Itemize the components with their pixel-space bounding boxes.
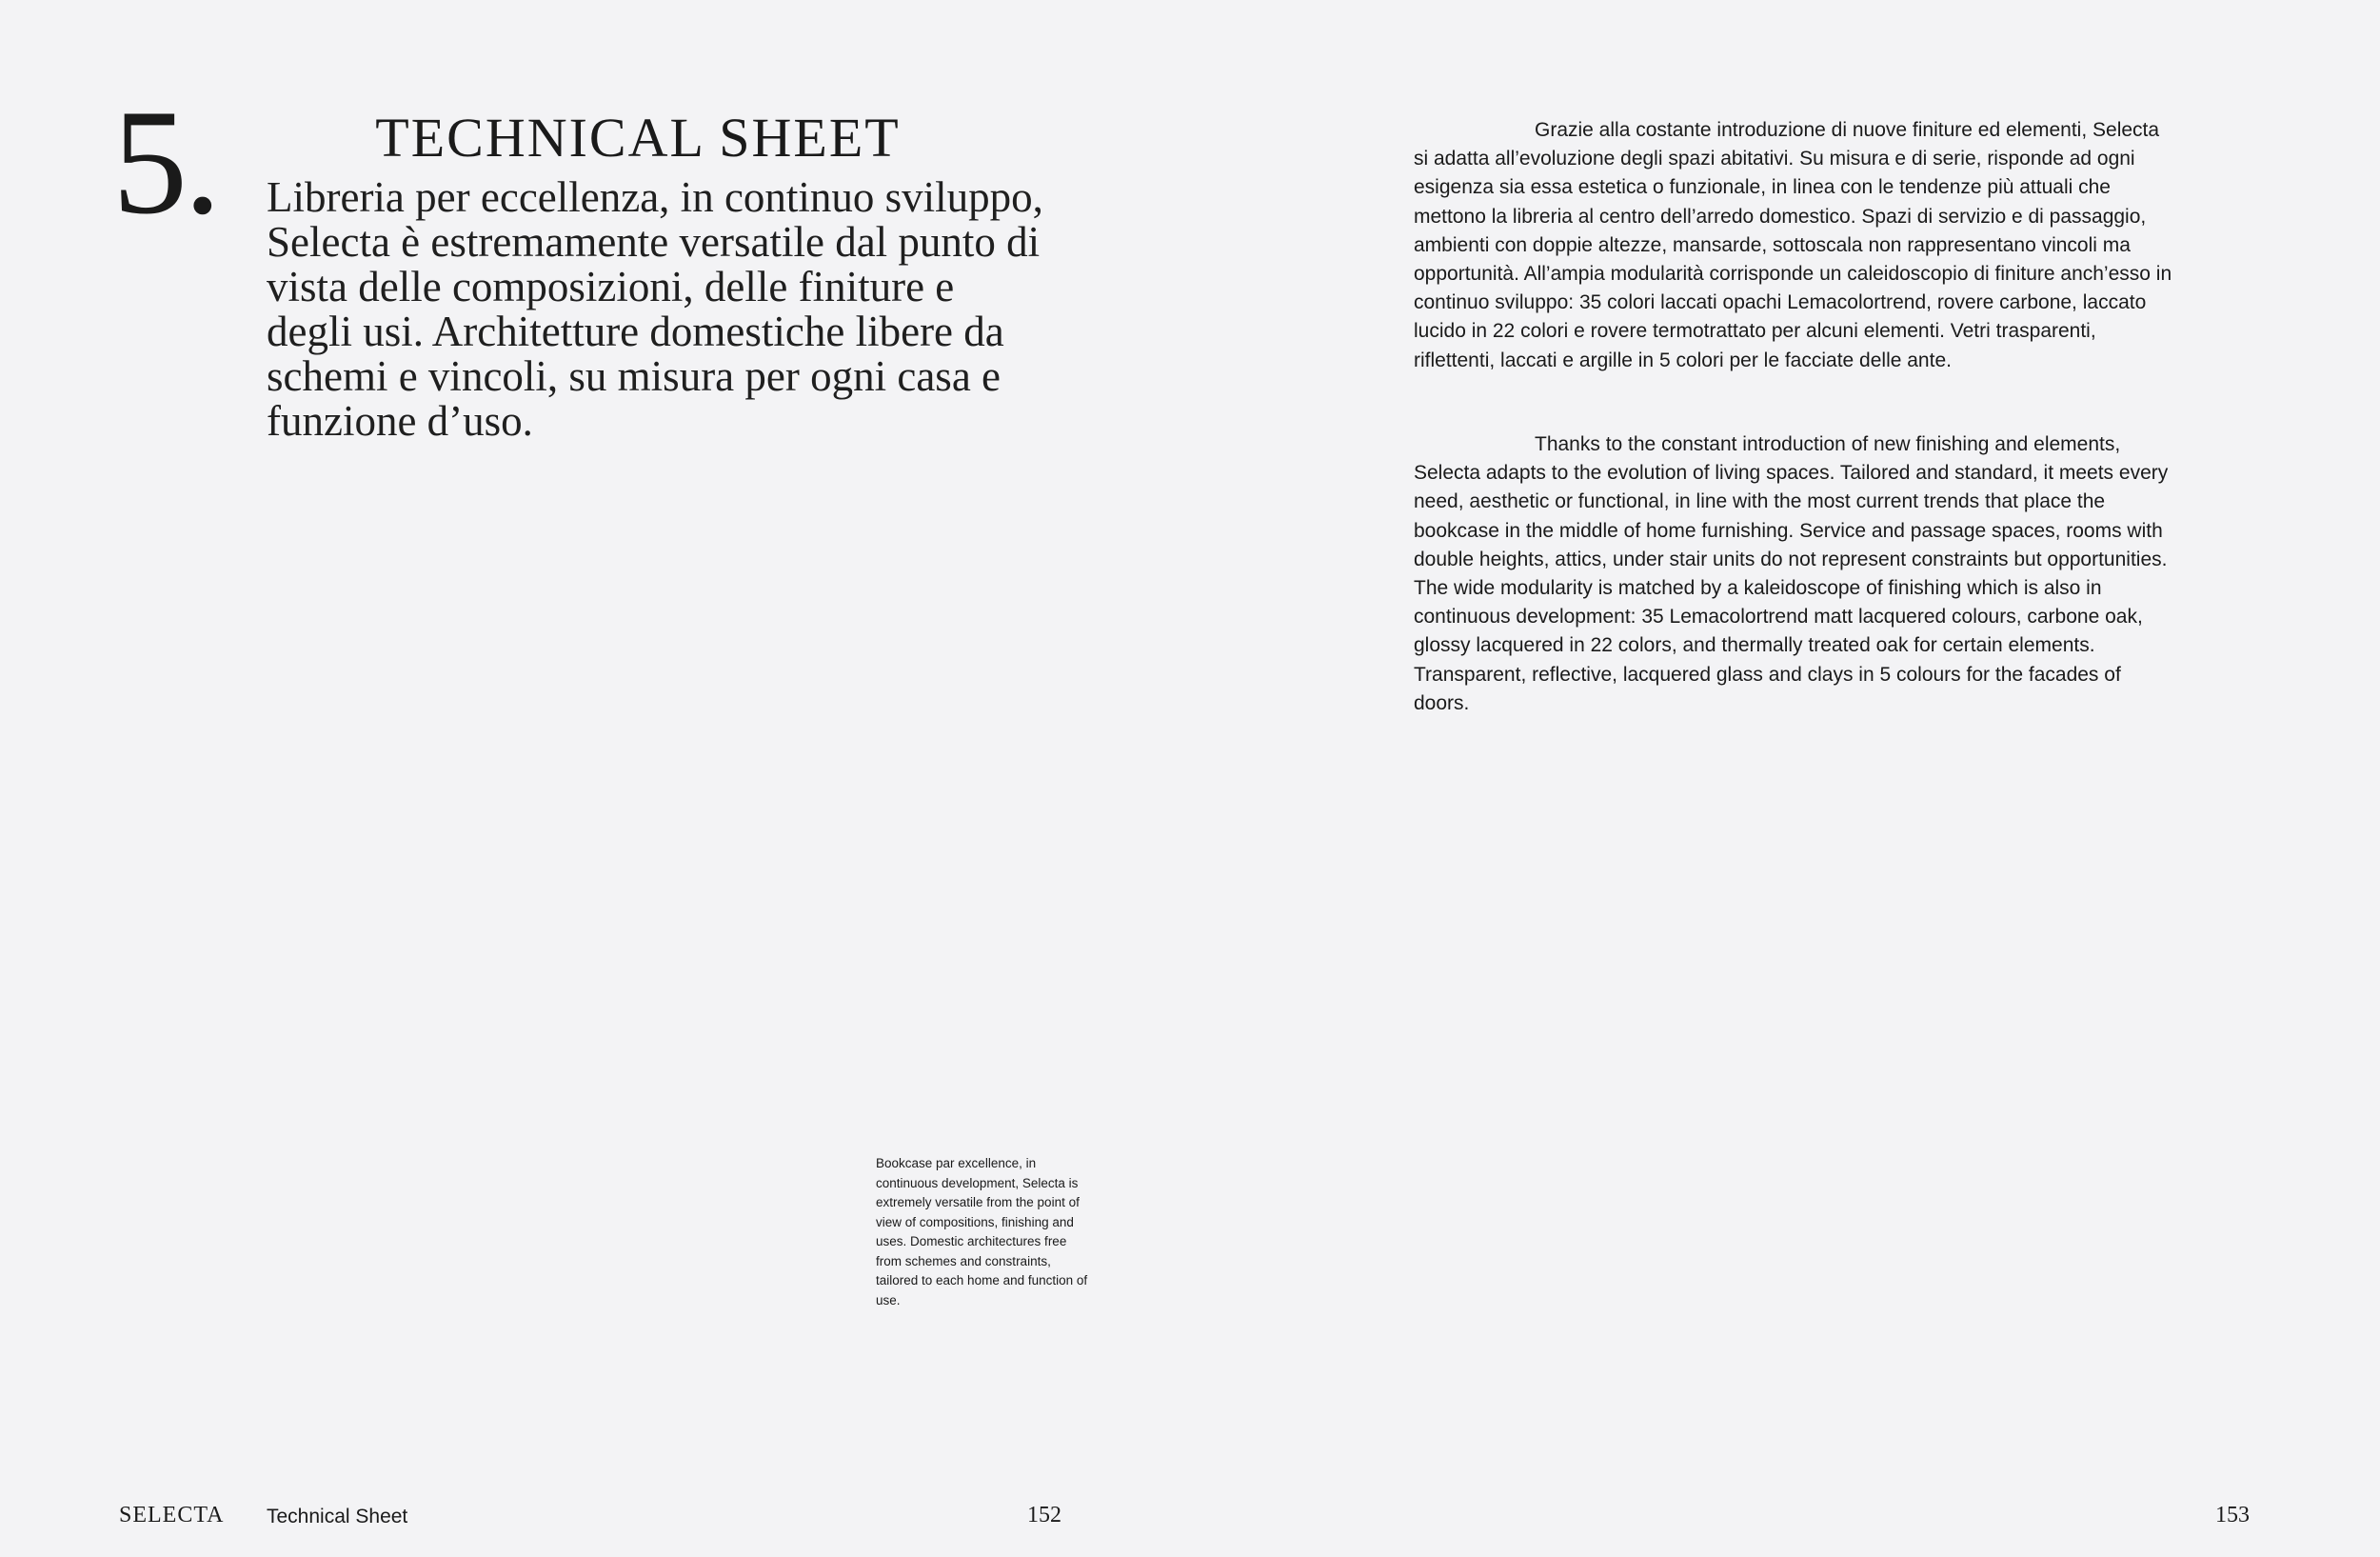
- caption-text: Bookcase par excellence, in continuous development, Selecta is extremely versatile from the point of view of compositions, finishing and uses. Domestic architectures free from schemes and constraints, tailored to each home and function of use.: [876, 1156, 1088, 1307]
- section-title: TECHNICAL SHEET: [375, 107, 901, 169]
- body-paragraph-italian: Grazie alla costante introduzione di nuove finiture ed elementi, Selecta si adatta all’evoluzione degli spazi abitativi. Su misura e di serie, risponde ad ogni esigenza sia essa estetica o funzionale, in linea con le tendenze più attuali che mettono la libreria al centro dell’arredo domestico. Spazi di servizio e di passaggio, ambienti con doppie altezze, mansarde, sottoscala non rappresentano vincoli ma opportunità. All’ampia modularità corrisponde un caleidoscopio di finiture anch’esso in continuo sviluppo: 35 colori laccati opachi Lemacolortrend, rovere carbone, laccato lucido in 22 colori e rovere termotrattato per alcuni elementi. Vetri trasparenti, riflettenti, laccati e argille in 5 colori per le facciate delle ante.: [1414, 119, 2172, 371]
- body-paragraph-english: Thanks to the constant introduction of new finishing and elements, Selecta adapts to the evolution of living spaces. Tailored and standard, it meets every need, aesthetic or functional, in line with the most current trends that place the bookcase in the middle of home furnishing. Service and passage spaces, rooms with double heights, attics, under stair units do not represent constraints but opportunities. The wide modularity is matched by a kaleidoscope of finishing which is also in continuous development: 35 Lemacolortrend matt lacquered colours, carbone oak, glossy lacquered in 22 colors, and thermally treated oak for certain elements. Transparent, reflective, lacquered glass and clays in 5 colours for the facades of doors.: [1414, 433, 2169, 714]
- page-number-left: 152: [1027, 1503, 1061, 1527]
- lead-paragraph: Libreria per eccellenza, in continuo sviluppo, Selecta è estremamente versatile dal punto di vista delle composizioni, delle finiture e degli usi. Architetture domestiche libere da schemi e vincoli, su misura per ogni casa e funzione d’uso.: [267, 173, 1043, 445]
- section-number: 5.: [112, 79, 218, 246]
- page-number-right: 153: [2215, 1503, 2250, 1527]
- footer-brand: SELECTA: [119, 1503, 225, 1527]
- footer-section-label: Technical Sheet: [267, 1506, 408, 1527]
